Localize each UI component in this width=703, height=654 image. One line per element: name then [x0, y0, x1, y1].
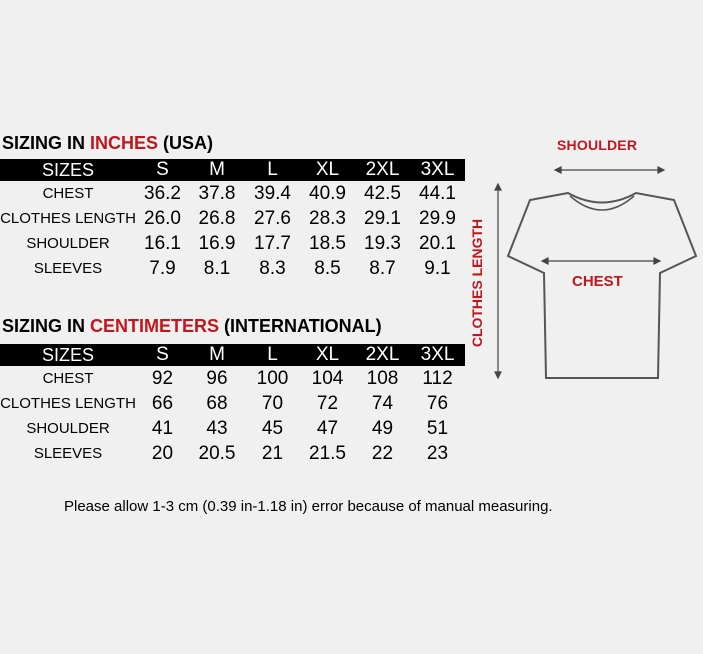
- size-value-cell: 18.5: [309, 232, 346, 254]
- size-header: M: [189, 159, 245, 181]
- size-value-cell: 68: [206, 392, 228, 414]
- cm-title-suffix: (INTERNATIONAL): [219, 316, 382, 336]
- size-value-cell: 108: [366, 367, 399, 389]
- size-value-cell: 44.1: [419, 182, 456, 204]
- size-value-cell: 96: [206, 367, 228, 389]
- size-header: S: [136, 159, 189, 181]
- size-value-cell: 92: [151, 367, 174, 389]
- size-value-cell: 49: [371, 417, 394, 439]
- size-value-cell: 51: [426, 417, 449, 439]
- table-header-row: [0, 344, 465, 366]
- sizes-header: SIZES: [0, 344, 136, 366]
- size-value-cell: 29.9: [419, 207, 456, 229]
- table-header-row: [0, 159, 465, 181]
- size-value-cell: 8.3: [259, 257, 286, 279]
- size-value-cell: 36.2: [144, 182, 181, 204]
- size-value-cell: 29.1: [364, 207, 401, 229]
- size-header: 2XL: [355, 159, 410, 181]
- measurement-note: Please allow 1-3 cm (0.39 in-1.18 in) error because of manual measuring.: [64, 498, 553, 515]
- size-value-cell: 16.1: [144, 232, 181, 254]
- size-value-cell: 9.1: [424, 257, 451, 279]
- size-value-cell: 39.4: [254, 182, 291, 204]
- size-value-cell: 20.1: [419, 232, 456, 254]
- size-value-cell: 41: [151, 417, 174, 439]
- table-row: [0, 366, 465, 391]
- table-row: [0, 416, 465, 441]
- size-value-cell: 112: [422, 367, 453, 389]
- cm-size-table: [0, 344, 465, 466]
- size-header: L: [245, 159, 300, 181]
- size-value-cell: 104: [311, 367, 344, 389]
- chest-label: CHEST: [572, 273, 623, 290]
- inches-title-accent: INCHES: [90, 133, 159, 153]
- size-value-cell: 45: [261, 417, 284, 439]
- clothes-length-label: CLOTHES LENGTH: [469, 218, 485, 348]
- size-value-cell: 19.3: [364, 232, 401, 254]
- table-row: [0, 256, 465, 281]
- size-value-cell: 21: [261, 442, 284, 464]
- cm-title-prefix: SIZING IN: [2, 316, 91, 336]
- inches-section-title: [2, 133, 213, 154]
- size-value-cell: 42.5: [364, 182, 401, 204]
- size-value-cell: 20: [151, 442, 174, 464]
- t-shirt-diagram: [460, 130, 703, 390]
- length-measure-arrow: [495, 184, 501, 378]
- size-value-cell: 37.8: [198, 182, 236, 204]
- size-value-cell: 66: [151, 392, 174, 414]
- size-value-cell: 27.6: [254, 207, 291, 229]
- size-value-cell: 74: [371, 392, 394, 414]
- table-row: [0, 391, 465, 416]
- shoulder-measure-arrow: [555, 167, 664, 173]
- size-value-cell: 26.8: [198, 207, 236, 229]
- size-value-cell: 7.9: [149, 257, 176, 279]
- table-row: [0, 181, 465, 206]
- chest-measure-arrow: [542, 258, 660, 264]
- row-label: CLOTHES LENGTH: [0, 395, 136, 412]
- size-value-cell: 21.5: [309, 442, 346, 464]
- size-value-cell: 16.9: [198, 232, 236, 254]
- size-value-cell: 28.3: [309, 207, 346, 229]
- table-row: [0, 206, 465, 231]
- size-value-cell: 43: [206, 417, 228, 439]
- size-value-cell: 100: [256, 367, 289, 389]
- inches-title-prefix: SIZING IN: [2, 133, 91, 153]
- row-label: CHEST: [42, 185, 94, 202]
- size-header: 3XL: [410, 344, 465, 366]
- shoulder-label: SHOULDER: [557, 137, 638, 153]
- row-label: SHOULDER: [26, 235, 110, 252]
- row-label: CLOTHES LENGTH: [0, 210, 136, 227]
- row-label: SLEEVES: [33, 445, 103, 462]
- row-label: SLEEVES: [33, 260, 103, 277]
- cm-title-accent: CENTIMETERS: [90, 316, 220, 336]
- inches-size-table: [0, 159, 465, 281]
- table-row: [0, 231, 465, 256]
- size-value-cell: 72: [316, 392, 339, 414]
- size-value-cell: 17.7: [254, 232, 291, 254]
- sizes-header: SIZES: [0, 159, 136, 181]
- size-value-cell: 40.9: [309, 182, 346, 204]
- size-header: S: [136, 344, 189, 366]
- size-value-cell: 70: [261, 392, 284, 414]
- size-value-cell: 26.0: [144, 207, 181, 229]
- size-value-cell: 8.5: [314, 257, 341, 279]
- size-header: XL: [300, 159, 355, 181]
- size-value-cell: 8.1: [203, 257, 231, 279]
- cm-section-title: [2, 316, 382, 337]
- table-row: [0, 441, 465, 466]
- inches-title-suffix: (USA): [158, 133, 214, 153]
- size-header: XL: [300, 344, 355, 366]
- size-header: M: [189, 344, 245, 366]
- row-label: SHOULDER: [26, 420, 110, 437]
- size-header: 2XL: [355, 344, 410, 366]
- size-value-cell: 23: [426, 442, 449, 464]
- size-header: 3XL: [410, 159, 465, 181]
- row-label: CHEST: [42, 370, 94, 387]
- size-value-cell: 22: [371, 442, 394, 464]
- size-value-cell: 47: [316, 417, 339, 439]
- size-header: L: [245, 344, 300, 366]
- size-value-cell: 76: [426, 392, 449, 414]
- size-value-cell: 20.5: [198, 442, 236, 464]
- size-value-cell: 8.7: [369, 257, 396, 279]
